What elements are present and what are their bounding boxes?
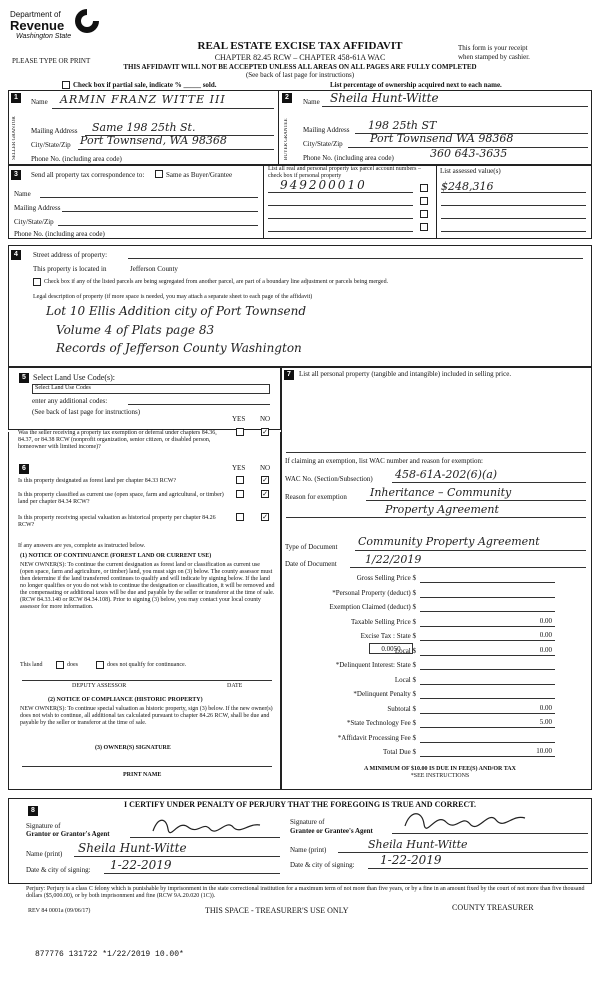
continuance-title: (1) NOTICE OF CONTINUANCE (FOREST LAND OR CURRENT USE) bbox=[20, 553, 212, 559]
county-treasurer: COUNTY TREASURER bbox=[452, 903, 534, 912]
partial-sale-checkbox[interactable] bbox=[62, 81, 70, 89]
certify-statement: I CERTIFY UNDER PENALTY OF PERJURY THAT THE FOREGOING IS TRUE AND CORRECT. bbox=[123, 800, 476, 809]
section6-number: 6 bbox=[19, 464, 29, 474]
buyer-phone-label: Phone No. (including area code) bbox=[303, 154, 394, 162]
parcel4-personal-checkbox[interactable] bbox=[420, 223, 428, 231]
deputy-date: DATE bbox=[227, 683, 243, 689]
perjury-text: Perjury: Perjury is a class C felony which is punishable by imprisonment in the state correctional institution for a maximum term of not more than five years, or by a fine in an amount fixed by the court of not more than five thousand dollars ($5,000.00), or by both imprisonment and fine (RCW 9A.20.020 (1C)). bbox=[26, 886, 585, 899]
tax-row-value[interactable]: 0.00 bbox=[539, 646, 552, 654]
grantee-name[interactable]: Sheila Hunt-Witte bbox=[368, 838, 468, 851]
seller-name[interactable]: ARMIN FRANZ WITTE III bbox=[60, 93, 226, 106]
does-checkbox[interactable] bbox=[56, 661, 64, 669]
parcel-number[interactable]: 949200010 bbox=[280, 178, 367, 192]
s6-q2-no[interactable]: ✓ bbox=[262, 490, 268, 498]
street-label: Street address of property: bbox=[33, 251, 108, 259]
county-value[interactable]: Jefferson County bbox=[130, 265, 178, 273]
dept-line2: Revenue bbox=[10, 18, 65, 33]
tax-row-label: Exemption Claimed (deduct) $ bbox=[329, 603, 416, 611]
dept-line1: Department of bbox=[10, 10, 61, 19]
tax-row-label: Subtotal $ bbox=[387, 705, 416, 713]
seller-name-label: Name bbox=[31, 98, 48, 106]
buyer-mail[interactable]: 198 25th ST bbox=[368, 119, 437, 132]
tax-row-label: *Delinquent Penalty $ bbox=[353, 690, 416, 698]
treasurer-stamp: 877776 131722 *1/22/2019 10.00* bbox=[35, 950, 184, 959]
doc-date-label: Date of Document bbox=[285, 560, 337, 568]
assessed-header: List assessed value(s) bbox=[440, 167, 501, 175]
buyer-city-label: City/State/Zip bbox=[303, 140, 343, 148]
tax-row-label: *Delinquent Interest: State $ bbox=[335, 661, 416, 669]
print-name-label: PRINT NAME bbox=[123, 772, 162, 778]
dept-line3: Washington State bbox=[16, 33, 72, 40]
reason-line2[interactable]: Property Agreement bbox=[385, 503, 499, 516]
tax-row-label: *Personal Property (deduct) $ bbox=[332, 589, 416, 597]
tax-row-value[interactable]: 0.00 bbox=[539, 631, 552, 639]
legal-label: Legal description of property (if more space is needed, you may attach a separate sheet to each page of the affidavit) bbox=[33, 294, 313, 300]
section6-box bbox=[8, 432, 281, 790]
land-use-select[interactable]: Select Land Use Codes bbox=[32, 384, 270, 394]
buyer-name[interactable]: Sheila Hunt-Witte bbox=[330, 91, 439, 105]
legal-line3[interactable]: Records of Jefferson County Washington bbox=[56, 341, 302, 355]
local-rate-box[interactable]: 0.0050 bbox=[369, 643, 413, 654]
parcel-header: List all real and personal property tax parcel account numbers – check box if personal property bbox=[268, 166, 421, 179]
grantor-sig-label1: Signature of bbox=[26, 822, 61, 830]
grantor-date[interactable]: 1-22-2019 bbox=[110, 858, 172, 872]
tax-row-label: *State Technology Fee $ bbox=[346, 719, 416, 727]
s6-q1-no[interactable]: ✓ bbox=[262, 476, 268, 484]
grantee-sig-label1: Signature of bbox=[290, 818, 325, 826]
s6-no-header: NO bbox=[260, 464, 271, 472]
minimum-note: A MINIMUM OF $10.00 IS DUE IN FEE(S) AND/OR TAX bbox=[364, 766, 516, 772]
s6-q2-yes[interactable] bbox=[236, 490, 244, 498]
s6-q2: Is this property classified as current use (open space, farm and agricultural, or timber) land per chapter 84.34 RCW? bbox=[18, 492, 224, 505]
receipt-note1: This form is your receipt bbox=[458, 44, 528, 52]
legal-line2[interactable]: Volume 4 of Plats page 83 bbox=[56, 323, 215, 337]
receipt-note2: when stamped by cashier. bbox=[458, 53, 530, 61]
tax-row-label: *Affidavit Processing Fee $ bbox=[337, 734, 416, 742]
grantor-date-label: Date & city of signing: bbox=[26, 866, 91, 874]
grantee-date[interactable]: 1-22-2019 bbox=[380, 853, 442, 867]
please-type: PLEASE TYPE OR PRINT bbox=[12, 57, 91, 65]
grantee-signature[interactable] bbox=[400, 808, 530, 832]
s6-if-yes: If any answers are yes, complete as instructed below. bbox=[18, 543, 146, 549]
historic-text: NEW OWNER(S): To continue special valuation as historic property, sign (3) below. If the new owner(s) does not wish to continue, all additional tax calculated pursuant to chapter 84.26 RCW, shall be due and payable by the seller or transferor at the time of sale. bbox=[20, 706, 273, 726]
wac-label: WAC No. (Section/Subsection) bbox=[285, 475, 373, 483]
doc-type-value[interactable]: Community Property Agreement bbox=[358, 535, 540, 548]
buyer-side-label: BUYER GRANTEE bbox=[284, 118, 289, 160]
reason-line1[interactable]: Inheritance – Community bbox=[370, 486, 512, 499]
form-warning: THIS AFFIDAVIT WILL NOT BE ACCEPTED UNLESS ALL AREAS ON ALL PAGES ARE FULLY COMPLETED bbox=[123, 63, 477, 71]
see-instructions: *SEE INSTRUCTIONS bbox=[410, 773, 470, 779]
treasurer-space: THIS SPACE - TREASURER'S USE ONLY bbox=[205, 906, 349, 915]
rev-number: REV 84 0001a (09/06/17) bbox=[28, 908, 91, 914]
buyer-city[interactable]: Port Townsend WA 98368 bbox=[370, 132, 514, 145]
buyer-name-label: Name bbox=[303, 98, 320, 106]
section7-number: 7 bbox=[284, 370, 294, 380]
legal-line1[interactable]: Lot 10 Ellis Addition city of Port Townsend bbox=[46, 304, 307, 318]
s6-q3-yes[interactable] bbox=[236, 513, 244, 521]
same-as-buyer-label: Same as Buyer/Grantee bbox=[166, 171, 233, 179]
buyer-mail-label: Mailing Address bbox=[303, 126, 350, 134]
tax-row-label: Gross Selling Price $ bbox=[356, 574, 416, 582]
parcel2-personal-checkbox[interactable] bbox=[420, 197, 428, 205]
doc-date-value[interactable]: 1/22/2019 bbox=[365, 553, 422, 566]
buyer-phone[interactable]: 360 643-3635 bbox=[430, 147, 508, 160]
s6-q3-no[interactable]: ✓ bbox=[262, 513, 268, 521]
grantee-name-label: Name (print) bbox=[290, 846, 327, 854]
tax-row-value[interactable]: 0.00 bbox=[539, 704, 552, 712]
s3-phone-label: Phone No. (including area code) bbox=[14, 230, 105, 238]
wac-value[interactable]: 458-61A-202(6)(a) bbox=[395, 468, 498, 481]
tax-row-label: Excise Tax : State $ bbox=[360, 632, 416, 640]
s6-yes-header: YES bbox=[232, 464, 246, 472]
does-label: does bbox=[67, 662, 78, 668]
tax-row-label: Total Due $ bbox=[383, 748, 416, 756]
section3-label: Send all property tax correspondence to: bbox=[31, 171, 145, 179]
grantor-name[interactable]: Sheila Hunt-Witte bbox=[78, 841, 187, 855]
grantor-name-label: Name (print) bbox=[26, 850, 63, 858]
form-subtitle: CHAPTER 82.45 RCW – CHAPTER 458-61A WAC bbox=[214, 53, 386, 62]
s5-yes-header: YES bbox=[232, 415, 246, 423]
s5-no-header: NO bbox=[260, 415, 271, 423]
s3-city-label: City/State/Zip bbox=[14, 218, 54, 226]
parcel1-personal-checkbox[interactable] bbox=[420, 184, 428, 192]
grantee-date-label: Date & city of signing: bbox=[290, 861, 355, 869]
tax-row-label: Local $ bbox=[394, 647, 416, 655]
parties-divider bbox=[278, 90, 279, 165]
segregate-checkbox[interactable] bbox=[33, 278, 41, 286]
land-use-label: Select Land Use Code(s): bbox=[33, 373, 115, 382]
section1-number: 1 bbox=[11, 93, 21, 103]
located-label: This property is located in bbox=[33, 265, 107, 273]
exemption-label: If claiming an exemption, list WAC number and reason for exemption: bbox=[285, 457, 483, 465]
reason-label: Reason for exemption bbox=[285, 493, 347, 501]
tax-row-value[interactable]: 5.00 bbox=[539, 718, 552, 726]
s3-mail-label: Mailing Address bbox=[14, 204, 61, 212]
parcel3-personal-checkbox[interactable] bbox=[420, 210, 428, 218]
form-title: REAL ESTATE EXCISE TAX AFFIDAVIT bbox=[197, 40, 403, 52]
s6-q1: Is this property designated as forest land per chapter 84.33 RCW? bbox=[18, 478, 177, 484]
assessed-value[interactable]: $248,316 bbox=[441, 180, 494, 193]
section3-number: 3 bbox=[11, 170, 21, 180]
enter-codes-label: enter any additional codes: bbox=[32, 397, 108, 405]
this-land-label: This land bbox=[20, 662, 43, 668]
doc-type-label: Type of Document bbox=[285, 543, 338, 551]
historic-title: (2) NOTICE OF COMPLIANCE (HISTORIC PROPERTY) bbox=[48, 697, 203, 703]
s6-q1-yes[interactable] bbox=[236, 476, 244, 484]
seller-mail[interactable]: Same 198 25th St. bbox=[92, 121, 196, 134]
deputy-assessor: DEPUTY ASSESSOR bbox=[72, 683, 127, 689]
tax-row-value[interactable]: 10.00 bbox=[536, 747, 552, 755]
grantor-signature[interactable] bbox=[148, 815, 268, 835]
grantee-sig-label2: Grantee or Grantee's Agent bbox=[290, 827, 373, 835]
tax-row-value[interactable]: 0.00 bbox=[539, 617, 552, 625]
s5-see-back: (See back of last page for instructions) bbox=[32, 408, 141, 416]
personal-property-label: List all personal property (tangible and intangible) included in selling price. bbox=[299, 370, 512, 378]
continuance-text: NEW OWNER(S): To continue the current designation as forest land or classification as current use (open space, farm and agriculture, or timber) land, you must sign on (3) below. The county assessor must then determine if the land transferred continues to qualify and will indicate by signing below. If the land no longer qualifies or you do not wish to continue the designation or classification, it will be removed and the compensating or additional taxes will be due and payable by the seller or transferor at the time of sale. (RCW 84.33.140 or RCW 84.34.108). Prior to signing (3) below, you may contact your local county assessor for more information. bbox=[20, 562, 275, 610]
does-not-label: does not qualify for continuance. bbox=[107, 662, 187, 668]
seller-side-label: SELLER GRANTOR bbox=[12, 116, 17, 160]
same-as-buyer-checkbox[interactable] bbox=[155, 170, 163, 178]
s3-name-label: Name bbox=[14, 190, 31, 198]
section2-number: 2 bbox=[282, 93, 292, 103]
seller-mail-label: Mailing Address bbox=[31, 127, 78, 135]
owner-signature-label: (3) OWNER(S) SIGNATURE bbox=[95, 745, 171, 751]
tax-row-label: Local $ bbox=[394, 676, 416, 684]
segregate-note: Check box if any of the listed parcels are being segregated from another parcel, are part of a boundary line adjustment or parcels being merged. bbox=[44, 279, 389, 285]
partial-sale-label: Check box if partial sale, indicate % _____ sold. bbox=[73, 81, 217, 89]
tax-row-label: Taxable Selling Price $ bbox=[350, 618, 416, 626]
section8-number: 8 bbox=[28, 806, 38, 816]
seller-city[interactable]: Port Townsend, WA 98368 bbox=[80, 134, 227, 147]
see-back: (See back of last page for instructions) bbox=[245, 71, 355, 79]
does-not-checkbox[interactable] bbox=[96, 661, 104, 669]
ownership-note: List percentage of ownership acquired next to each name. bbox=[330, 81, 502, 89]
s5-question: Was the seller receiving a property tax exemption or deferral under chapters 84.36, 84.37, or 84.38 RCW (nonprofit organization, senior citizen, or disabled person, homeowner with limited income)? bbox=[18, 430, 217, 450]
section4-number: 4 bbox=[11, 250, 21, 260]
s6-q3: Is this property receiving special valuation as historical property per chapter 84.26 RCW? bbox=[18, 515, 216, 528]
seller-city-label: City/State/Zip bbox=[31, 141, 71, 149]
section5-number: 5 bbox=[19, 373, 29, 383]
s5-no-checkbox[interactable]: ✓ bbox=[262, 428, 268, 436]
dor-logo-icon bbox=[72, 6, 102, 36]
grantor-sig-label2: Grantor or Grantor's Agent bbox=[26, 830, 110, 838]
seller-phone-label: Phone No. (including area code) bbox=[31, 155, 122, 163]
